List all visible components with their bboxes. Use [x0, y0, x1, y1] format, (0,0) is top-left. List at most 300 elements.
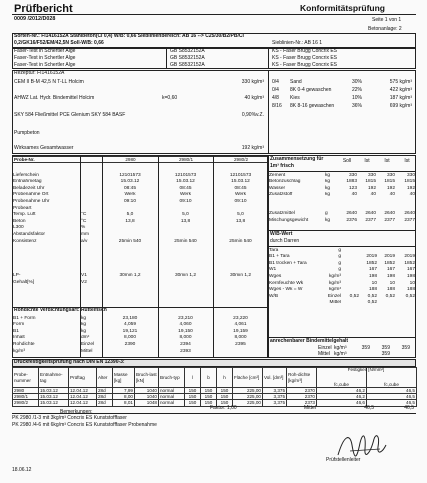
druck-header-cell: b — [201, 368, 217, 388]
table-cell: Einzel — [327, 293, 341, 299]
table-cell: Mischungsgewicht — [269, 217, 309, 223]
table-cell: 40 — [351, 192, 357, 198]
table-cell: 15.03.12 — [39, 400, 69, 406]
table-cell: mm — [81, 232, 89, 237]
table-row — [268, 172, 416, 179]
table-cell: 13,8 — [235, 218, 246, 224]
rezeptur-admixture: SKY 584 Fließmittel PCE Glenium SKY 584 BASF — [14, 112, 126, 118]
sorten-line-2: 0,2/GK16/F52/EM/42,5N Soll-W/B: 0,66 — [14, 40, 104, 46]
faser-test-right: KS - Faser Brugg Concrix ES — [272, 55, 338, 61]
table-row — [268, 267, 416, 274]
table-cell — [396, 300, 416, 307]
table-cell — [342, 273, 360, 280]
table-cell: 12101573 — [229, 172, 252, 178]
aggregate-kg: 187 kg/m³ — [389, 95, 412, 101]
table-cell: 150 — [217, 388, 233, 394]
table-cell: B1 trocken + Tara — [269, 260, 307, 266]
table-cell: LP- — [13, 273, 21, 279]
table-cell: 2019 — [404, 254, 415, 260]
table-cell: g — [338, 260, 341, 266]
aggregate-kg: 699 kg/m³ — [389, 103, 412, 109]
faser-test-right: KS - Faser Brugg Concrix ES — [272, 48, 338, 54]
zusammensetzung-title: Zusammensetzung für — [270, 156, 324, 162]
table-cell: 19,150 — [178, 328, 193, 334]
bindemittel-label: Einzel — [318, 345, 332, 351]
table-cell: W1 — [269, 267, 277, 273]
table-cell: % — [81, 225, 86, 231]
table-cell: 198 — [406, 274, 415, 280]
table-cell: 46,2 — [317, 394, 367, 400]
table-cell: kg — [325, 185, 331, 191]
druck-mittel-value: 46,5 — [404, 405, 414, 411]
table-cell: 19,159 — [233, 328, 248, 334]
table-cell: Wges — [269, 274, 282, 280]
table-cell: kg/m³ — [329, 274, 341, 280]
bindemittel-label: Mittel — [318, 351, 330, 357]
table-cell: 2393 — [180, 348, 191, 354]
festigkeit-label: Festigkeit [N/mm²] — [347, 367, 385, 372]
table-cell: 09:10 — [123, 199, 136, 205]
table-cell: 1815 — [365, 179, 376, 185]
table-row — [268, 273, 416, 280]
table-cell: Probeart — [13, 205, 32, 211]
table-cell: 46,6 — [317, 400, 367, 406]
druck-header-cell: Roh-dichte [kg/m³] — [287, 368, 317, 388]
faser-test-mid: GB S8532152A — [170, 48, 205, 54]
table-cell: Mittel — [81, 348, 93, 354]
table-cell: 225,00 — [233, 388, 263, 394]
druck-header-cell: h — [217, 368, 233, 388]
table-cell: kg/m³ — [329, 280, 341, 286]
table-cell: 2640 — [346, 211, 357, 217]
table-cell: 1883 — [346, 179, 357, 185]
table-cell: Lieferschein — [13, 172, 39, 178]
betonanlage: Betonanlage: 2 — [368, 26, 402, 32]
table-cell: a/v — [81, 238, 88, 244]
table-cell: 15.03.12 — [176, 179, 195, 185]
druck-title: Druckfestigkeitsprüfung nach DIN EN 12390-3: — [14, 359, 125, 365]
table-cell: Entnahmetag — [13, 179, 42, 185]
aggregate-pct: 30% — [351, 79, 362, 85]
table-cell: B1 + Form — [13, 315, 36, 321]
table-cell: kg — [81, 328, 87, 334]
table-cell: 4,061 — [234, 322, 247, 328]
faser-test-right: KS - Faser Brugg Concrix ES — [272, 62, 338, 68]
rohdichte-title: Rohdichte Verdichtungsart: Rüttelfisch — [14, 307, 107, 313]
table-cell: Rohdichte — [13, 342, 35, 348]
table-cell: 2980/2 — [13, 400, 39, 406]
zs-col-header: Ist — [384, 158, 390, 164]
table-cell: 08:45 — [234, 185, 247, 191]
table-row — [268, 210, 416, 217]
table-cell: Probenahme Ort — [13, 192, 49, 198]
table-row — [268, 198, 416, 210]
table-cell: 1852 — [404, 260, 415, 266]
table-cell: 2390 — [124, 342, 136, 348]
table-row — [268, 247, 416, 254]
aggregate-name: 8K 8-16 gewaschen — [290, 103, 335, 109]
table-cell: Einzel — [81, 342, 95, 348]
table-cell: kg — [325, 217, 331, 223]
faser-test-left: Faser-Test in Schertler Alge — [14, 55, 76, 61]
table-cell: 150 — [185, 388, 201, 394]
table-cell: 10 — [389, 280, 395, 286]
wb-wert-title: W/B-Wert — [270, 231, 293, 237]
table-cell: 12101573 — [119, 172, 141, 178]
report-right-title: Konformitätsprüfung — [300, 3, 385, 13]
aggregate-kg: 422 kg/m³ — [389, 87, 412, 93]
table-cell: 1815 — [384, 179, 395, 185]
table-cell: 2980 — [13, 388, 39, 394]
table-cell: 2377 — [384, 217, 395, 223]
table-cell: 0,52 — [405, 293, 415, 299]
table-cell: g — [338, 267, 341, 273]
table-cell: g — [338, 247, 341, 253]
sieblinien-nr: Sieblinien-Nr.: AB 16 1 — [272, 40, 323, 46]
druck-faktor: Faktor: 1,00 — [210, 405, 237, 411]
table-cell: 225,00 — [233, 400, 263, 406]
zusammensetzung-subtitle: 1m³ frisch — [270, 163, 294, 169]
report-number: 0009 /2012/D028 — [14, 16, 56, 22]
table-cell: 2377 — [404, 217, 415, 223]
table-cell: Tara — [269, 247, 279, 253]
table-row — [268, 192, 416, 199]
table-cell: 30min 1,2 — [174, 273, 197, 279]
rezeptur-binder-amount: 40 kg/m³ — [244, 95, 264, 101]
druck-mittel-value: 46,5 — [364, 405, 374, 411]
table-cell: 15.03.12 — [231, 179, 250, 185]
table-cell: 4,059 — [123, 322, 136, 328]
table-cell: Beton — [13, 218, 26, 224]
table-cell: 28d — [97, 394, 113, 400]
table-cell: 150 — [201, 388, 217, 394]
table-cell: B1 — [13, 328, 19, 334]
table-cell: 198 — [386, 274, 395, 280]
table-cell: 2640 — [404, 211, 415, 217]
aggregate-pct: 22% — [351, 87, 362, 93]
table-cell: Kernfeuchte Wk — [269, 280, 304, 286]
table-cell: 19,121 — [122, 328, 138, 334]
table-cell: 23,210 — [178, 315, 193, 321]
zusammensetzung-table — [268, 172, 416, 224]
table-cell: 2373 — [287, 400, 317, 406]
faser-test-left: Faser-Test in Schertler Alge — [14, 62, 76, 68]
table-cell: 8,000 — [179, 335, 192, 341]
rezeptur-admixture-amount: 0,90%v.Z. — [241, 112, 264, 118]
table-cell: 192 — [367, 185, 376, 191]
table-cell: 1815 — [404, 179, 415, 185]
report-title: Prüfbericht — [14, 3, 73, 15]
table-row — [268, 287, 416, 294]
table-cell: 0,52 — [349, 293, 359, 299]
bindemittel-value: 359 — [381, 345, 390, 351]
table-cell: 330 — [406, 172, 415, 178]
zs-col-header: Ist — [404, 158, 410, 164]
druck-mittel-label: Mittel — [304, 405, 316, 411]
footer-date: 18.06.12 — [12, 467, 32, 473]
table-cell: 150 — [201, 400, 217, 406]
table-cell: 8,01 — [113, 400, 135, 406]
aggregate-name: Kies — [290, 95, 300, 101]
table-cell: 08:45 — [179, 185, 192, 191]
druck-header-cell: Masse [kg] — [113, 368, 135, 388]
druck-header-cell: Vol. [dm³] — [263, 368, 287, 388]
aggregate-kg: 575 kg/m³ — [389, 79, 412, 85]
table-cell: kg — [325, 192, 331, 198]
table-cell: 2376 — [346, 217, 357, 223]
druck-header-cell: fc,cube — [317, 368, 367, 388]
aggregate-size: 8/16 — [272, 103, 282, 109]
wb-wert-table — [268, 247, 416, 306]
table-cell: 25min 540 — [118, 238, 142, 244]
table-cell: 13,8 — [125, 218, 135, 224]
druck-header-cell: Fläche [cm²] — [233, 368, 263, 388]
probe-header-cell: 2980 — [103, 157, 159, 163]
bindemittel-unit: kg/m³ — [334, 345, 347, 351]
table-cell: 330 — [386, 172, 395, 178]
table-cell: 188 — [406, 287, 415, 293]
table-cell: 2980/1 — [13, 394, 39, 400]
table-row — [268, 254, 416, 261]
table-cell: 330 — [348, 172, 357, 178]
table-cell: g — [325, 211, 328, 217]
table-cell: 330 — [367, 172, 376, 178]
table-cell: 46,5 — [367, 388, 417, 394]
table-cell: 167 — [406, 267, 415, 273]
druck-header-cell: Probe-nummer — [13, 368, 39, 388]
table-cell: Werk — [179, 192, 192, 198]
aggregate-size: 0/4 — [272, 79, 279, 85]
table-cell: 8,000 — [123, 335, 136, 341]
rezeptur-pumpbeton: Pumpbeton — [14, 130, 40, 136]
table-cell — [396, 247, 416, 254]
table-cell: 5,0 — [182, 212, 189, 218]
table-cell: 08:45 — [123, 185, 136, 191]
table-cell: 12101573 — [174, 172, 197, 178]
zs-col-header: Soll — [342, 158, 352, 164]
table-cell: 28d — [97, 400, 113, 406]
table-cell — [342, 300, 360, 307]
table-cell: 0,52 — [385, 293, 395, 299]
table-cell: 09:10 — [234, 199, 247, 205]
table-cell: 10 — [409, 280, 415, 286]
table-cell: normal — [159, 388, 185, 394]
druck-header-cell: l — [185, 368, 201, 388]
faser-test-mid: GB S8532152A — [170, 55, 205, 61]
table-cell: Probenahme Uhr — [13, 199, 50, 205]
table-cell: Zusatzstoff — [269, 192, 293, 198]
table-cell: 3,375 — [263, 394, 287, 400]
probe-frame — [12, 155, 268, 358]
table-cell: 1040 — [135, 394, 159, 400]
druck-header-cell: Alter — [97, 368, 113, 388]
table-cell: 2395 — [235, 342, 246, 348]
footer-pruefer: Prüfstellenleiter — [326, 457, 361, 463]
wb-wert-subtitle: durch Darren — [270, 238, 300, 244]
table-cell: 40 — [409, 192, 415, 198]
table-cell: B1 + Tara — [269, 254, 290, 260]
table-cell: 0,52 — [367, 293, 377, 299]
table-cell: 0,52 — [367, 300, 377, 306]
table-cell — [342, 260, 360, 267]
rezeptur-label: Rezeptur: FI1416152A — [14, 70, 65, 76]
table-cell: 23,180 — [122, 315, 138, 321]
table-cell: 2640 — [384, 211, 395, 217]
table-cell: V2 — [81, 279, 87, 285]
rezeptur-cement: CEM II B-M 42,5 N T-LL Holcim — [14, 79, 84, 85]
table-cell: Wges - Wk = W — [269, 287, 303, 293]
table-cell: Abstandsfaktor — [13, 232, 45, 237]
table-cell: 150 — [217, 394, 233, 400]
table-cell: Konsistenz — [13, 238, 37, 244]
rezeptur-binder-k: k=0,60 — [162, 95, 178, 101]
druck-header-cell: Bruch-typ — [159, 368, 185, 388]
table-cell — [378, 247, 396, 254]
table-cell: W/B — [269, 293, 279, 299]
table-cell — [342, 254, 360, 261]
table-cell: 5,0 — [237, 212, 244, 218]
table-cell: L300 — [13, 225, 24, 231]
aggregate-size: 4/8 — [272, 95, 279, 101]
table-cell: kg — [325, 172, 331, 178]
page-indicator: Seite 1 von 1 — [372, 17, 402, 23]
table-cell: 8,000 — [234, 335, 247, 341]
druck-header-cell: Bruch-last [kN] — [135, 368, 159, 388]
table-cell: 1048 — [135, 400, 159, 406]
bindemittel-value: 359 — [401, 345, 410, 351]
table-cell: Werk — [234, 192, 247, 198]
table-row — [268, 179, 416, 186]
table-cell: 10 — [371, 280, 377, 286]
table-cell: Temp. Luft — [13, 212, 36, 218]
table-cell: 7,99 — [113, 388, 135, 394]
table-cell: 188 — [368, 287, 377, 293]
rezeptur-water: Wirksames Gesamtwasser — [14, 145, 74, 151]
bindemittel-unit: kg/m³ — [334, 351, 347, 357]
table-cell: 2370 — [287, 394, 317, 400]
table-cell: 28d — [97, 388, 113, 394]
aggregate-pct: 36% — [351, 103, 362, 109]
bindemittel-title: anrechenbarer Bindemittelgehalt — [270, 338, 349, 344]
aggregate-pct: 10% — [351, 95, 362, 101]
table-cell: 15.03.12 — [39, 388, 69, 394]
table-cell: 40 — [389, 192, 395, 198]
table-cell: °C — [81, 212, 87, 218]
aggregate-name: Sand — [290, 79, 302, 85]
table-cell: 2394 — [180, 342, 191, 348]
table-row — [268, 280, 416, 287]
table-cell — [342, 280, 360, 287]
table-cell: 25min 540 — [174, 238, 197, 244]
table-cell: dm³ — [81, 335, 90, 341]
table-cell: 4,060 — [179, 322, 192, 328]
table-row — [268, 300, 416, 307]
druck-header-cell: Prüftag — [69, 368, 97, 388]
table-cell: 1040 — [135, 388, 159, 394]
table-cell: V1 — [81, 273, 87, 279]
table-cell: 150 — [185, 394, 201, 400]
table-cell: 12.04.12 — [69, 400, 97, 406]
table-cell: Zement — [269, 172, 286, 178]
table-cell: 8,00 — [113, 394, 135, 400]
aggregate-name: 8K 0-4 gewaschen — [290, 87, 332, 93]
table-cell: 13,8 — [180, 218, 191, 224]
table-cell: 150 — [185, 400, 201, 406]
faser-test-left: Faser-Test in Schertler Alge — [14, 48, 76, 54]
table-cell — [324, 198, 338, 210]
table-cell: Inhalt — [13, 335, 25, 341]
table-cell: 2640 — [365, 211, 376, 217]
table-cell: normal — [159, 400, 185, 406]
table-cell: 167 — [368, 267, 377, 273]
table-cell: Form — [13, 322, 25, 328]
table-cell — [378, 300, 396, 307]
table-cell: 46,5 — [367, 400, 417, 406]
table-cell: 40 — [370, 192, 376, 198]
table-cell: 46,2 — [317, 388, 367, 394]
aggregate-size: 0/4 — [272, 87, 279, 93]
table-cell: Betonzuschlag — [269, 179, 301, 185]
druck-header-cell: fc,cube — [367, 368, 417, 388]
table-cell: kg/m³ — [329, 287, 341, 293]
table-cell: Gehalt[%] — [13, 279, 35, 285]
table-row — [268, 217, 416, 224]
table-cell: g — [338, 254, 341, 260]
table-cell: 167 — [386, 267, 395, 273]
bemerkung-line: PK 2980 /1-3 mit 3kg/m³ Concrix ES Kunststofffaser — [12, 415, 127, 421]
table-cell: kg — [325, 179, 331, 185]
table-cell: 46,5 — [367, 394, 417, 400]
table-cell: 25min 540 — [229, 238, 252, 244]
table-cell: Werk — [124, 192, 136, 198]
rezeptur-binder: AHWZ Lat. Hydr. Bindemittel Holcim — [14, 95, 95, 101]
table-cell: kg — [81, 315, 87, 321]
table-cell — [268, 300, 324, 307]
table-cell: 09:10 — [179, 199, 192, 205]
table-cell: 188 — [386, 287, 395, 293]
table-cell: 150 — [201, 394, 217, 400]
table-row — [268, 293, 416, 300]
druck-header-cell: Entnahme-tag — [39, 368, 69, 388]
table-cell: 1852 — [366, 260, 377, 266]
table-cell: 12.04.12 — [69, 394, 97, 400]
sorten-line-1: Sorten-Nr.: FI1416152A Stahlbeton(CI 0,4) W/B: 0,66 Sieblinienbereich: AB 16 --> C25/30/B2/PB/CI — [14, 34, 244, 39]
bindemittel-value: 359 — [361, 345, 370, 351]
table-cell: Zusatzmittel — [269, 211, 295, 217]
table-cell: Wasser — [269, 185, 286, 191]
table-cell: 2019 — [384, 254, 395, 260]
table-cell — [342, 287, 360, 294]
table-cell: 2370 — [287, 388, 317, 394]
table-cell: 2377 — [365, 217, 376, 223]
table-cell — [358, 198, 377, 210]
bemerkungen-label: Bemerkungen: — [60, 409, 93, 415]
probe-header-cell: 2980/1 — [159, 157, 214, 163]
table-cell: 15.03.12 — [120, 179, 140, 185]
table-cell — [360, 247, 378, 254]
table-cell: 12.04.12 — [69, 388, 97, 394]
header-divider — [12, 14, 416, 15]
table-cell: 23,220 — [233, 315, 248, 321]
table-cell: 192 — [386, 185, 395, 191]
rezeptur-cement-amount: 330 kg/m³ — [241, 79, 264, 85]
table-cell: 3,375 — [263, 388, 287, 394]
bemerkung-line: PK 2980 /4-6 mit 6kg/m³ Concrix ES Kunststofffaser Probenahme — [12, 422, 157, 428]
table-cell: 1852 — [384, 260, 395, 266]
table-cell: 150 — [217, 400, 233, 406]
table-cell: kg — [81, 322, 87, 328]
table-cell: kg/m³ — [13, 348, 25, 354]
